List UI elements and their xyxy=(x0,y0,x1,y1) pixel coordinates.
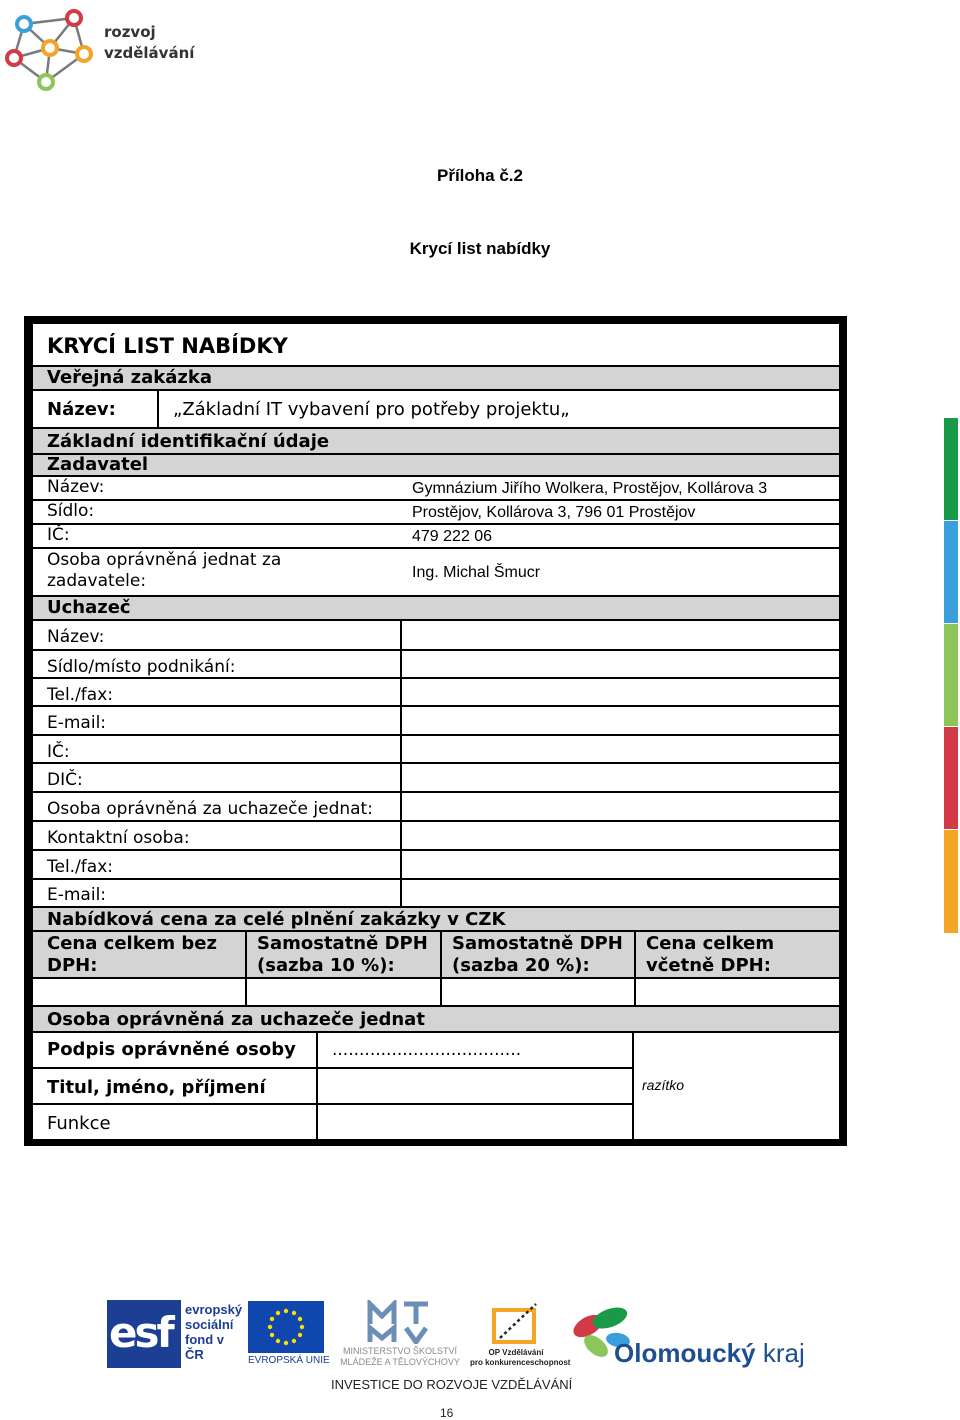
bidder-label-id: IČ: xyxy=(33,736,400,762)
authority-seat-label: Sídlo: xyxy=(47,501,95,521)
bidder-heading: Uchazeč xyxy=(33,597,839,619)
signature-label: Podpis oprávněné osoby xyxy=(33,1033,316,1067)
bidder-label-email: E-mail: xyxy=(33,707,400,734)
msmt-caption-line: MLÁDEŽE A TĚLOVÝCHOVY xyxy=(340,1357,460,1367)
stamp-area xyxy=(634,1033,839,1139)
esf-caption xyxy=(185,1302,242,1362)
price-input-vat-10[interactable] xyxy=(247,979,440,1005)
price-col-without-vat xyxy=(33,932,245,977)
authority-id-label: IČ: xyxy=(47,525,70,545)
olomoucky-kraj-logo xyxy=(566,1300,805,1372)
bidder-input-vat[interactable] xyxy=(402,764,839,791)
bidder-label-contact: Kontaktní osoba: xyxy=(33,822,400,849)
authority-row xyxy=(33,549,839,595)
msmt-mark-icon xyxy=(366,1300,434,1344)
esf-caption-line: evropský xyxy=(185,1302,243,1317)
price-col-with-vat xyxy=(636,932,839,977)
bidder-input-contact[interactable] xyxy=(402,822,839,849)
basic-id-heading: Základní identifikační údaje xyxy=(33,429,839,453)
esf-letters: esf xyxy=(109,1308,172,1357)
bidder-label-seat: Sídlo/místo podnikání: xyxy=(33,651,400,677)
authority-row xyxy=(33,525,839,547)
price-col-line: (sazba 10 %): xyxy=(257,955,395,976)
price-col-line: včetně DPH: xyxy=(646,955,771,976)
rozvoj-vzdelavani-logo xyxy=(4,4,96,92)
document-title: Krycí list nabídky xyxy=(409,239,551,258)
price-col-vat-20 xyxy=(442,932,634,977)
price-col-line: Cena celkem xyxy=(646,933,775,954)
op-vk-caption-line: OP Vzdělávání xyxy=(488,1348,544,1357)
eu-caption: EVROPSKÁ UNIE xyxy=(248,1355,330,1366)
price-col-line: Samostatně DPH xyxy=(257,933,428,954)
strip-red xyxy=(944,727,958,829)
cover-sheet-form xyxy=(24,316,847,1146)
bidder-input-name[interactable] xyxy=(402,621,839,649)
esf-caption-line: fond v ČR xyxy=(185,1332,224,1362)
authority-person-label: Osoba oprávněná jednat za zadavatele: xyxy=(47,550,282,591)
authority-id-value: 479 222 06 xyxy=(412,528,493,545)
form-title: KRYCÍ LIST NABÍDKY xyxy=(33,324,839,365)
strip-blue xyxy=(944,521,958,623)
kraj-wordmark xyxy=(614,1338,805,1369)
bidder-input-contact-email[interactable] xyxy=(402,880,839,906)
stamp-label: razítko xyxy=(642,1077,685,1093)
bidder-input-email[interactable] xyxy=(402,707,839,734)
bidder-input-seat[interactable] xyxy=(402,651,839,677)
eu-logo xyxy=(248,1301,330,1369)
annex-label: Příloha č.2 xyxy=(437,166,523,185)
msmt-caption-line: MINISTERSTVO ŠKOLSTVÍ xyxy=(342,1346,458,1356)
price-col-line: Samostatně DPH xyxy=(452,933,623,954)
esf-caption-line: sociální xyxy=(185,1317,234,1332)
price-col-line: DPH: xyxy=(47,955,98,976)
authority-row xyxy=(33,501,839,523)
full-name-field[interactable] xyxy=(318,1069,632,1103)
kraj-wordmark-thin: kraj xyxy=(762,1338,805,1368)
bidder-label-phone: Tel./fax: xyxy=(33,679,400,705)
strip-light-green xyxy=(944,624,958,726)
bidder-label-contact-phone: Tel./fax: xyxy=(33,851,400,878)
price-input-with-vat[interactable] xyxy=(636,979,839,1005)
function-label: Funkce xyxy=(33,1105,316,1139)
kraj-wordmark-bold: Olomoucký xyxy=(614,1338,756,1368)
price-col-vat-10 xyxy=(247,932,440,977)
signature-field[interactable]: ................................... xyxy=(318,1033,632,1067)
logo-line-2: vzdělávání xyxy=(104,44,195,62)
bidder-input-contact-phone[interactable] xyxy=(402,851,839,878)
bidder-label-vat: DIČ: xyxy=(33,764,400,791)
function-field[interactable] xyxy=(318,1105,632,1139)
price-col-line: Cena celkem bez xyxy=(47,933,217,954)
msmt-logo xyxy=(332,1300,468,1368)
price-heading: Nabídková cena za celé plnění zakázky v CZK xyxy=(33,908,839,930)
op-vk-logo xyxy=(470,1300,571,1368)
eu-flag-icon xyxy=(248,1301,324,1353)
logo-text xyxy=(104,22,194,64)
price-input-vat-20[interactable] xyxy=(442,979,634,1005)
authority-row xyxy=(33,477,839,499)
strip-orange xyxy=(944,830,958,933)
authority-person-value: Ing. Michal Šmucr xyxy=(412,564,541,581)
public-contract-heading: Veřejná zakázka xyxy=(33,367,839,389)
contracting-authority-heading: Zadavatel xyxy=(33,455,839,475)
price-col-line: (sazba 20 %): xyxy=(452,955,590,976)
contract-name-label: Název: xyxy=(33,391,157,427)
bidder-input-authorized[interactable] xyxy=(402,793,839,820)
op-vk-mark-icon xyxy=(490,1302,542,1346)
strip-green xyxy=(944,418,958,520)
authority-seat-value: Prostějov, Kollárova 3, 796 01 Prostějov xyxy=(412,504,696,521)
msmt-caption xyxy=(332,1346,468,1368)
bidder-input-phone[interactable] xyxy=(402,679,839,705)
bidder-label-contact-email: E-mail: xyxy=(33,880,400,906)
authority-name-label: Název: xyxy=(47,477,105,497)
bidder-input-id[interactable] xyxy=(402,736,839,762)
contract-name-value: „Základní IT vybavení pro potřeby projektu„ xyxy=(159,391,839,427)
full-name-label: Titul, jméno, příjmení xyxy=(33,1069,316,1103)
op-vk-caption-line: pro konkurenceschopnost xyxy=(470,1358,571,1367)
op-vk-caption xyxy=(470,1348,571,1368)
logo-line-1: rozvoj xyxy=(104,23,156,41)
price-input-without-vat[interactable] xyxy=(33,979,245,1005)
authority-name-value: Gymnázium Jiřího Wolkera, Prostějov, Kollárova 3 xyxy=(412,480,768,497)
bidder-label-authorized: Osoba oprávněná za uchazeče jednat: xyxy=(33,793,400,820)
esf-logo xyxy=(107,1300,242,1368)
bidder-label-name: Název: xyxy=(33,621,400,649)
page-number: 16 xyxy=(440,1406,454,1420)
signature-heading: Osoba oprávněná za uchazeče jednat xyxy=(33,1007,839,1031)
footer-tagline: INVESTICE DO ROZVOJE VZDĚLÁVÁNÍ xyxy=(331,1377,573,1392)
